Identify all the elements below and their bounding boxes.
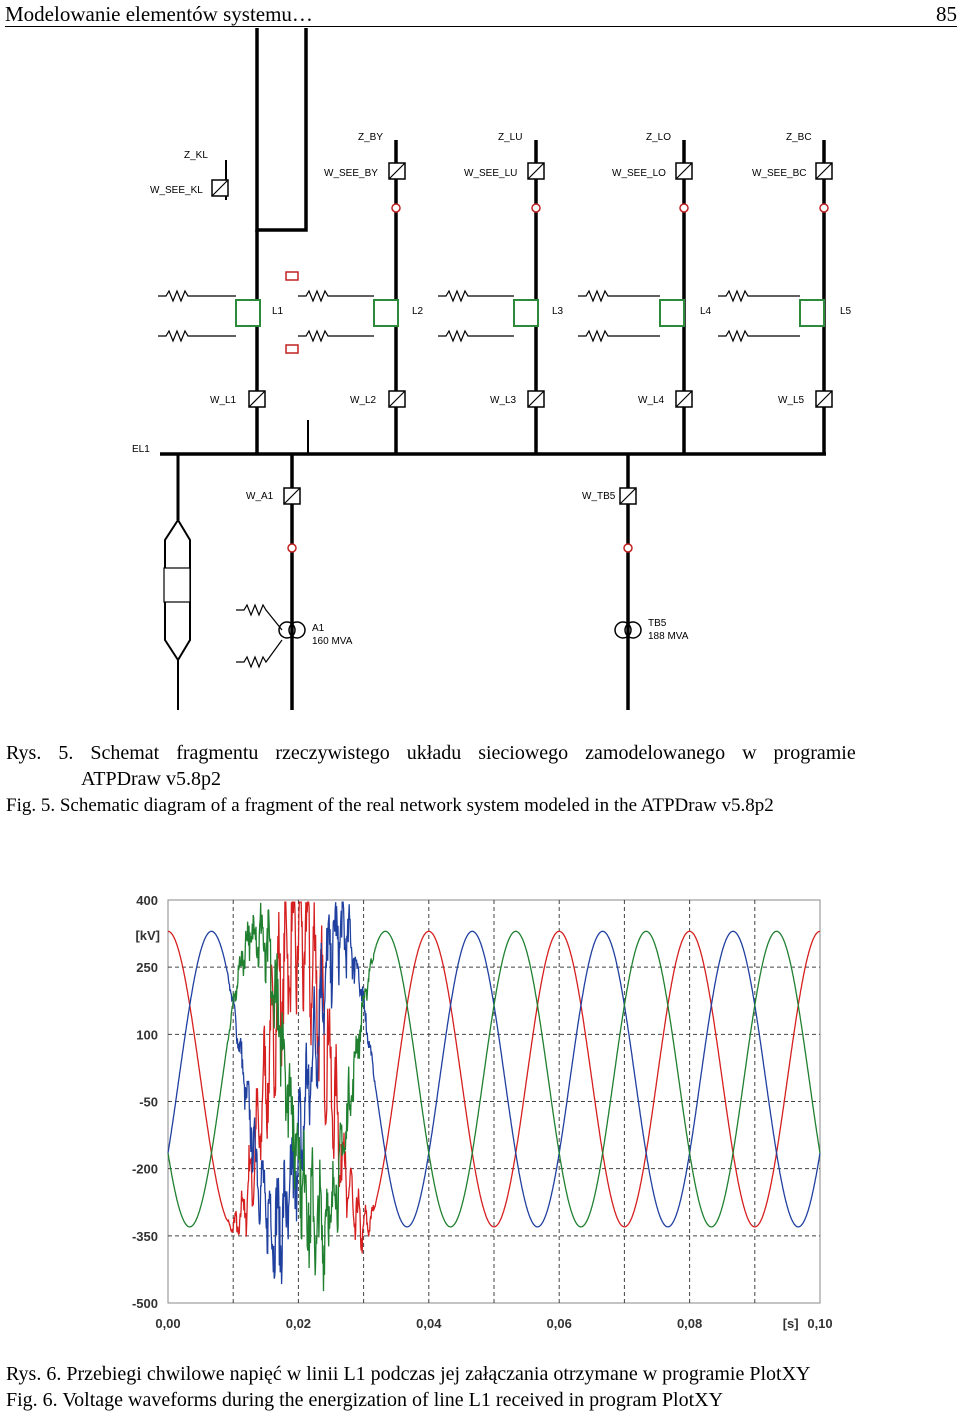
- label-w-see-bc: W_SEE_BC: [752, 168, 807, 179]
- label-z-by: Z_BY: [358, 132, 384, 143]
- y-tick-label: 250: [136, 960, 158, 976]
- label-w-see-kl: W_SEE_KL: [150, 185, 203, 196]
- x-tick-label: 0,08: [676, 1316, 703, 1331]
- label-el1: EL1: [132, 444, 150, 455]
- label-w-see-lo: W_SEE_LO: [612, 168, 666, 179]
- x-tick-label: 0,00: [155, 1316, 181, 1331]
- y-tick-label: -350: [131, 1228, 158, 1244]
- y-axis-label: [kV]: [135, 928, 160, 943]
- label-l1: L1: [272, 306, 284, 317]
- label-z-bc: Z_BC: [786, 132, 812, 143]
- voltage-waveform-chart: [0, 880, 960, 1350]
- label-z-lo: Z_LO: [646, 132, 672, 143]
- label-w-tb5: W_TB5: [582, 491, 616, 502]
- page-number: 85: [936, 2, 957, 26]
- label-a1-rating: 160 MVA: [312, 636, 353, 647]
- x-tick-label: 0,04: [416, 1316, 442, 1331]
- label-w-l5: W_L5: [778, 395, 805, 406]
- label-w-l1: W_L1: [210, 395, 237, 406]
- label-z-lu: Z_LU: [498, 132, 523, 143]
- x-tick-label: 0,10: [807, 1316, 833, 1331]
- running-title: Modelowanie elementów systemu…: [5, 2, 313, 26]
- label-w-l2: W_L2: [350, 395, 377, 406]
- y-tick-label: 400: [136, 893, 158, 908]
- x-tick-label: 0,06: [546, 1316, 572, 1331]
- fig5-caption-en: Fig. 5. Schematic diagram of a fragment of the real network system modeled in the ATPDraw v5.8p2: [6, 795, 774, 816]
- fig5-caption-pl-line2: ATPDraw v5.8p2: [81, 768, 221, 790]
- label-a1: A1: [312, 623, 325, 634]
- y-tick-label: 100: [136, 1027, 158, 1043]
- y-tick-label: -50: [139, 1094, 158, 1110]
- y-tick-label: -500: [131, 1296, 158, 1311]
- label-w-a1: W_A1: [246, 491, 274, 502]
- feeder-frame: [257, 28, 306, 230]
- label-tb5: TB5: [648, 618, 667, 629]
- x-tick-label: 0,02: [285, 1316, 312, 1331]
- label-l3: L3: [552, 306, 564, 317]
- fig5-caption-pl-line1: Rys. 5. Schemat fragmentu rzeczywistego układu sieciowego zamodelowanego w programie: [6, 742, 856, 764]
- label-w-l3: W_L3: [490, 395, 517, 406]
- x-axis-label: [s]: [782, 1316, 799, 1331]
- label-l5: L5: [840, 306, 852, 317]
- y-tick-label: -200: [131, 1161, 158, 1177]
- fig6-caption-pl: Rys. 6. Przebiegi chwilowe napięć w linii L1 podczas jej załączania otrzymane w programie PlotXY: [6, 1363, 811, 1385]
- fig6-caption-en: Fig. 6. Voltage waveforms during the energization of line L1 received in program PlotXY: [6, 1389, 724, 1411]
- label-z-kl: Z_KL: [184, 150, 208, 161]
- label-l2: L2: [412, 306, 424, 317]
- label-w-see-lu: W_SEE_LU: [464, 168, 518, 179]
- label-l4: L4: [700, 306, 712, 317]
- label-w-see-by: W_SEE_BY: [324, 168, 378, 179]
- label-w-l4: W_L4: [638, 395, 665, 406]
- label-tb5-rating: 188 MVA: [648, 631, 689, 642]
